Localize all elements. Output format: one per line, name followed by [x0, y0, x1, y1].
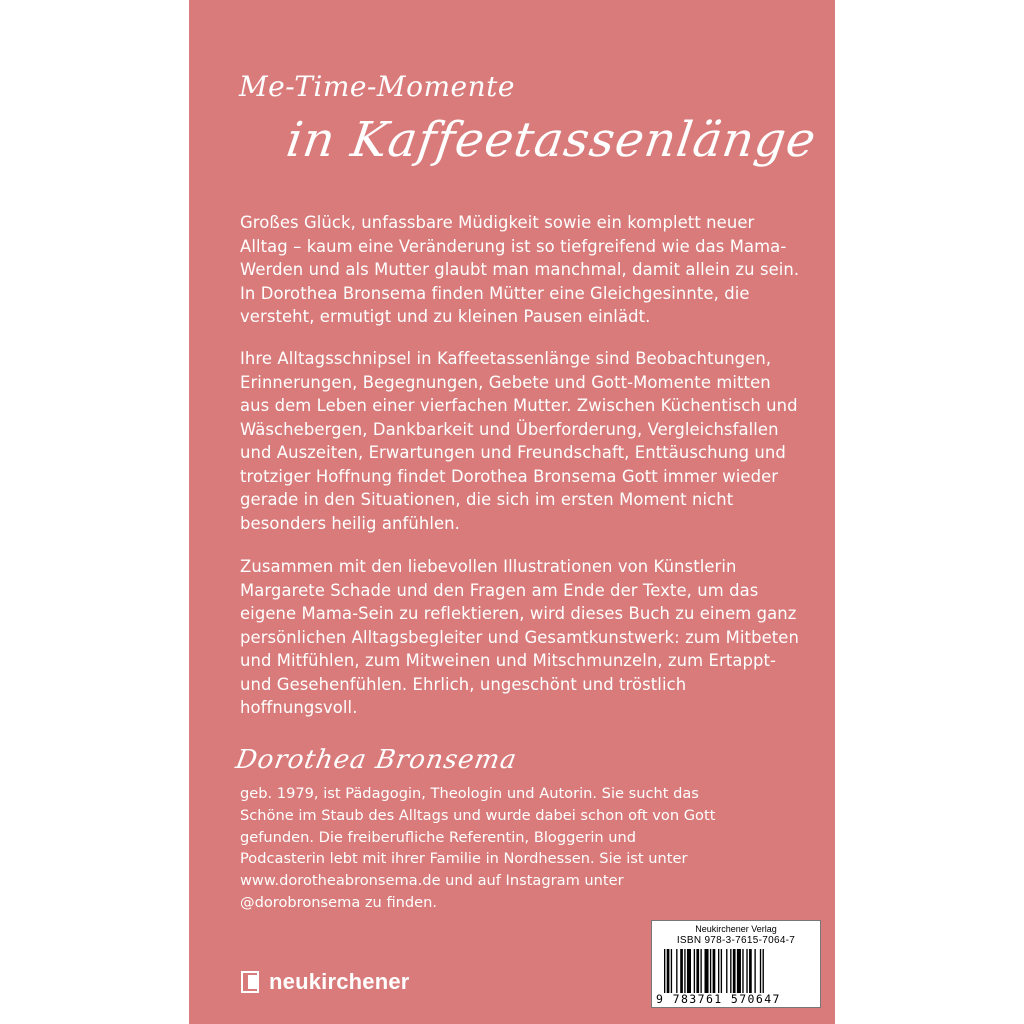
book-back-cover [189, 0, 835, 1024]
barcode-publisher: Neukirchener Verlag [695, 924, 777, 934]
barcode-digits: 9 783761 570647 [656, 992, 781, 1006]
blurb-paragraph-3: Zusammen mit den liebevollen Illustrationen von Künstlerin Margarete Schade und den Fragen am Ende der Texte, um das eigene Mama-Sein zu reflektieren, wird dieses Buch zu einem ganz persönlichen Alltagsbegleiter und Gesamtkunstwerk: zum Mitbeten und Mitfühlen, zum Mitweinen und Mitschmunzeln, zum Ertappt- und Gesehenfühlen. Ehrlich, ungeschönt und tröstlich hoffnungsvoll. [240, 557, 799, 717]
publisher-logo-icon [239, 969, 263, 995]
title-line-2: in Kaffeetassenlänge [283, 112, 820, 168]
author-bio: geb. 1979, ist Pädagogin, Theologin und Autorin. Sie sucht das Schöne im Staub des Alltags und wurde dabei schon oft von Gott gefunden. Die freiberufliche Referentin, Bloggerin und Podcasterin lebt mit ihrer Familie in Nordhessen. Sie ist unter www.dorotheabronsema.de und auf Instagram unter @dorobronsema zu finden. [240, 785, 716, 911]
title-line-1: Me-Time-Momente [239, 70, 515, 103]
barcode-bars [664, 949, 812, 993]
isbn-barcode [651, 920, 821, 1008]
blurb-paragraph-2: Ihre Alltagsschnipsel in Kaffeetassenlänge sind Beobachtungen, Erinnerungen, Begegnungen, Gebete und Gott-Momente mitten aus dem Leben einer vierfachen Mutter. Zwischen Küchentisch und Wäschebergen, Dankbarkeit und Überforderung, Vergleichsfallen und Auszeiten, Erwartungen und Freundschaft, Enttäuschung und trotziger Hoffnung findet Dorothea Bronsema Gott immer wieder gerade in den Situationen, die sich im ersten Moment nicht besonders heilig anfühlen. [240, 349, 798, 533]
barcode-isbn: ISBN 978-3-7615-7064-7 [676, 935, 796, 946]
author-name: Dorothea Bronsema [233, 745, 520, 775]
blurb-paragraph-1: Großes Glück, unfassbare Müdigkeit sowie ein komplett neuer Alltag – kaum eine Veränderung ist so tiefgreifend wie das Mama-Werden und als Mutter glaubt man manchmal, damit allein zu sein. In Dorothea Bronsema finden Mütter eine Gleichgesinnte, die versteht, ermutigt und zu kleinen Pausen einlädt. [240, 213, 800, 326]
publisher-logo [239, 969, 410, 995]
publisher-logo-text: neukirchener [269, 969, 410, 994]
